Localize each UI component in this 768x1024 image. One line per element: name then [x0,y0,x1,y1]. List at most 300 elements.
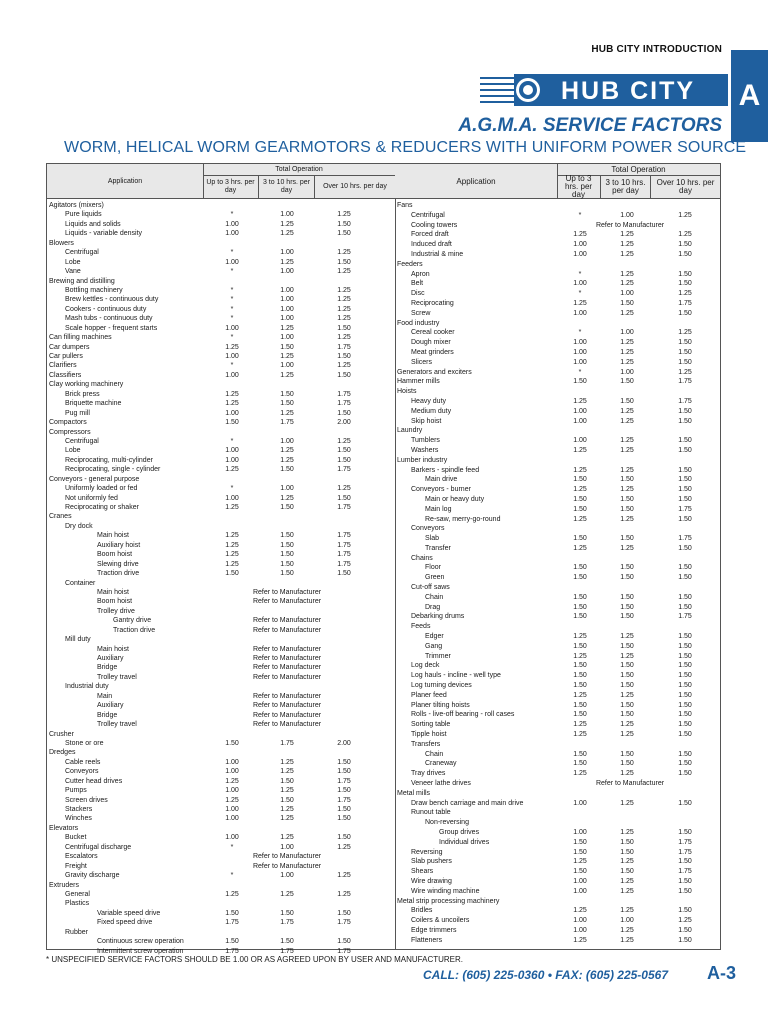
factor-value: 1.00 [225,230,239,238]
factor-value: 1.25 [620,309,634,317]
table-row [47,654,395,663]
application-label: Dry dock [65,522,93,530]
factor-value: 1.00 [280,362,294,370]
factor-value: * [230,315,234,323]
table-row [47,380,395,389]
table-row [395,397,720,407]
factor-value: 1.50 [678,339,692,347]
factor-value: 1.75 [337,400,351,408]
factor-value: 1.50 [678,515,692,523]
factor-value: 1.00 [620,290,634,298]
application-label: Mill duty [65,636,91,644]
factor-value: 1.25 [620,858,634,866]
footnote: * UNSPECIFIED SERVICE FACTORS SHOULD BE 1.00 OR AS AGREED UPON BY USER AND MANUFACTURER. [46,955,463,964]
factor-value: 1.25 [337,268,351,276]
table-row [395,524,720,534]
col-up-to-3-header: Up to 3 hrs. per day [203,175,259,198]
col-over-10-header: Over 10 hrs. per day [323,182,387,190]
factor-value: 1.25 [280,834,294,842]
table-row [47,352,395,361]
application-label: Draw bench carriage and main drive [411,799,524,807]
factor-value: 1.75 [678,838,692,846]
factor-value: 1.50 [620,868,634,876]
application-label: Group drives [439,829,480,836]
application-label: Belt [411,280,424,288]
left-table [47,164,396,955]
factor-value: 1.50 [678,642,692,650]
factor-value: 1.50 [678,348,692,356]
table-row [47,682,395,691]
application-label: Escalators [65,853,98,861]
factor-value: 1.00 [573,407,587,415]
factor-value: 1.00 [280,211,294,219]
table-row [47,465,395,474]
factor-value: 1.00 [225,758,239,766]
factor-value: 1.50 [678,309,692,317]
application-label: Boom hoist [97,551,133,559]
factor-value: 1.50 [620,711,634,719]
factor-value: 1.25 [280,494,294,502]
factor-value: 1.00 [573,339,587,347]
factor-value: 1.25 [620,250,634,258]
table-row [47,550,395,559]
application-label: Coilers & uncoilers [411,917,470,925]
factor-value: 1.50 [225,419,239,427]
application-label: Traction drive [97,570,140,578]
application-label: Car pullers [49,353,83,360]
table-row [47,588,395,597]
factor-value: 1.50 [678,799,692,807]
factor-value: 1.50 [620,838,634,846]
table-row [395,485,720,495]
application-label: Gantry drive [113,617,152,625]
total-operation-header: Total Operation [203,164,395,176]
application-label: Transfers [411,740,441,748]
application-label: Debarking drums [411,613,465,621]
factor-value: 1.50 [280,343,294,351]
application-label: Lobe [65,447,81,455]
factor-value: 1.50 [280,570,294,578]
factor-value: 1.50 [678,858,692,866]
factor-value: 1.50 [337,758,351,766]
application-label: Bridge [97,711,118,719]
application-label: Cereal cooker [411,329,455,337]
application-label: Compressors [49,428,91,436]
factor-value: 1.50 [678,407,692,415]
table-row [47,428,395,437]
page-title: A.G.M.A. SERVICE FACTORS [458,115,722,136]
factor-value: 1.50 [573,711,587,719]
section-tab: A [731,50,768,142]
factor-value: 1.00 [280,296,294,304]
application-label: Trolley drive [97,607,135,615]
table-row [395,730,720,740]
factor-value: 1.75 [280,919,294,927]
application-label: Screw [411,309,431,317]
factor-value: 1.25 [620,348,634,356]
factor-value: * [230,843,234,851]
application-label: Main hoist [97,532,129,540]
application-label: Apron [411,270,430,278]
factor-value: 1.25 [573,486,587,494]
table-row [395,426,720,436]
factor-value: 1.50 [573,505,587,513]
application-label: Slicers [411,358,433,366]
factor-value: 1.00 [573,309,587,317]
table-row [395,240,720,250]
factor-value: 1.00 [225,768,239,776]
table-row [395,603,720,613]
factor-value: * [230,268,234,276]
factor-value: 2.00 [337,419,351,427]
factor-value: 1.25 [573,231,587,239]
application-label: Reciprocating, single - cylinder [65,466,161,474]
table-row [47,843,395,852]
factor-value: 1.25 [337,315,351,323]
table-row [395,387,720,397]
table-row [395,583,720,593]
application-label: Feeds [411,623,431,631]
table-row [47,692,395,701]
factor-value: 1.25 [337,872,351,880]
application-label: Veneer lathe drives [411,780,471,788]
factor-value: 1.50 [678,495,692,503]
table-row [47,824,395,833]
factor-value: 1.25 [225,560,239,568]
factor-value: 1.50 [678,750,692,758]
factor-value: 1.50 [678,574,692,582]
factor-value: 1.25 [620,544,634,552]
table-row [47,720,395,729]
factor-value: 1.50 [620,672,634,680]
refer-to-manufacturer: Refer to Manufacturer [252,588,322,596]
application-label: Blowers [49,239,74,247]
page-subtitle: WORM, HELICAL WORM GEARMOTORS & REDUCERS WITH UNIFORM POWER SOURCE [64,139,747,156]
application-label: Drag [425,603,441,611]
table-row [395,456,720,466]
application-label: Cranes [49,513,72,521]
factor-value: 1.75 [678,378,692,386]
application-label: Uniformly loaded or fed [65,485,138,493]
factor-value: 1.50 [678,701,692,709]
factor-value: * [230,485,234,493]
table-row [47,305,395,314]
factor-value: 1.25 [620,926,634,934]
factor-value: * [578,270,582,278]
factor-value: 1.00 [225,324,239,332]
factor-value: 1.50 [620,505,634,513]
table-row [395,906,720,916]
factor-value: 1.25 [678,211,692,219]
factor-value: 1.50 [678,358,692,366]
factor-value: 1.50 [678,672,692,680]
factor-value: 1.00 [225,787,239,795]
application-label: Log turning devices [411,682,472,690]
table-row [395,309,720,319]
factor-value: 1.25 [573,731,587,739]
application-label: Classifiers [49,371,82,379]
factor-value: 1.50 [573,642,587,650]
application-label: Laundry [397,427,423,435]
application-label: Non-reversing [425,819,469,827]
application-label: Centrifugal discharge [65,843,132,851]
factor-value: 1.25 [573,515,587,523]
factor-value: 1.50 [678,437,692,445]
factor-value: 1.50 [620,848,634,856]
factor-value: 1.00 [280,268,294,276]
table-row [47,295,395,304]
table-row [47,503,395,512]
table-row [395,750,720,760]
application-label: Brewing and distilling [49,277,115,285]
factor-value: 1.50 [280,560,294,568]
table-row [47,871,395,880]
table-row [395,848,720,858]
factor-value: 1.50 [620,476,634,484]
table-row [395,740,720,750]
factor-value: 1.50 [573,868,587,876]
factor-value: 1.50 [573,476,587,484]
table-row [47,437,395,446]
factor-value: 1.50 [678,887,692,895]
application-label: Conveyors - general purpose [49,475,140,483]
svg-text:HUB CITY: HUB CITY [560,77,696,105]
factor-value: 1.50 [678,241,692,249]
factor-value: 1.25 [573,721,587,729]
table-row [47,881,395,890]
factor-value: 1.25 [337,334,351,342]
factor-value: 1.00 [573,887,587,895]
factor-value: 1.50 [337,815,351,823]
application-label: Pug mill [65,409,90,417]
application-label: Trimmer [425,652,451,660]
factor-value: 1.50 [620,682,634,690]
application-header: Application [47,164,204,198]
application-label: Not uniformly fed [65,494,118,502]
factor-value: 1.50 [573,750,587,758]
factor-value: 1.75 [337,541,351,549]
table-row [395,818,720,828]
factor-value: 1.75 [678,868,692,876]
factor-value: 1.25 [337,211,351,219]
factor-value: 1.75 [678,397,692,405]
factor-value: 1.50 [573,848,587,856]
factor-value: 1.00 [225,456,239,464]
page-number: A-3 [706,963,736,983]
factor-value: 1.50 [337,230,351,238]
application-label: Food industry [397,319,440,327]
table-row [395,838,720,848]
refer-to-manufacturer: Refer to Manufacturer [252,721,322,729]
application-label: Planer feed [411,691,447,699]
application-label: Traction drive [113,626,156,634]
application-label: Hammer mills [397,378,440,386]
factor-value: 1.25 [337,485,351,493]
application-label: Generators and exciters [397,368,472,376]
factor-value: 1.25 [620,270,634,278]
table-row [395,377,720,387]
factor-value: 1.00 [573,417,587,425]
factor-value: 1.50 [620,642,634,650]
factor-value: 1.00 [280,485,294,493]
factor-value: 1.50 [678,652,692,660]
left-rows [47,201,395,956]
factor-value: 1.25 [620,446,634,454]
factor-value: * [230,334,234,342]
factor-value: 1.00 [573,437,587,445]
application-label: Chains [411,554,433,562]
application-label: Sorting table [411,721,451,729]
section-label: HUB CITY INTRODUCTION [591,44,722,55]
table-row [47,371,395,380]
application-label: Reciprocating or shaker [65,504,139,511]
factor-value: 1.50 [280,909,294,917]
factor-value: 1.25 [678,231,692,239]
application-label: Reciprocating, multi-cylinder [65,456,153,464]
factor-value: 1.50 [337,371,351,379]
factor-value: * [578,329,582,337]
refer-to-manufacturer: Refer to Manufacturer [252,711,322,719]
table-row [47,805,395,814]
factor-value: 1.50 [678,633,692,641]
factor-value: 1.50 [620,378,634,386]
table-row [47,663,395,672]
right-rows [395,201,720,946]
application-label: Bridge [97,664,118,672]
factor-value: 1.75 [337,466,351,474]
factor-value: 1.25 [280,447,294,455]
application-label: Lumber industry [397,456,448,464]
factor-value: 1.75 [337,504,351,511]
table-row [395,279,720,289]
application-label: Craneway [425,760,457,768]
factor-value: 1.25 [337,296,351,304]
refer-to-manufacturer: Refer to Manufacturer [252,598,322,606]
table-row [395,544,720,554]
application-label: Trolley travel [97,721,137,729]
factor-value: 1.25 [620,633,634,641]
application-label: Main drive [425,476,458,484]
table-row [47,475,395,484]
application-label: Compactors [49,419,87,427]
factor-value: 1.50 [678,593,692,601]
table-row [47,333,395,342]
factor-value: 1.00 [225,447,239,455]
factor-value: 1.25 [225,541,239,549]
application-label: Chain [425,593,444,601]
factor-value: 1.50 [678,770,692,778]
table-row [47,456,395,465]
factor-value: 1.75 [280,419,294,427]
factor-value: 1.75 [337,947,351,955]
table-row [47,758,395,767]
application-label: Fans [397,202,413,209]
refer-to-manufacturer: Refer to Manufacturer [252,626,322,634]
factor-value: 1.50 [678,603,692,611]
table-row [395,407,720,417]
application-label: Intermittent screw operation [97,947,184,955]
application-label: Auxiliary [97,702,124,710]
table-row [395,368,720,378]
table-row [395,270,720,280]
table-row [395,642,720,652]
factor-value: 1.25 [573,299,587,307]
refer-to-manufacturer: Refer to Manufacturer [252,664,322,672]
factor-value: 1.25 [620,486,634,494]
factor-value: 1.50 [573,701,587,709]
table-header [47,164,395,199]
table-row [395,789,720,799]
factor-value: 1.50 [620,760,634,768]
factor-value: 1.50 [678,907,692,915]
table-row [47,711,395,720]
factor-value: 1.00 [573,358,587,366]
table-row [395,289,720,299]
factor-value: 1.00 [280,315,294,323]
table-row [395,466,720,476]
factor-value: 1.50 [337,768,351,776]
factor-value: 1.50 [573,672,587,680]
factor-value: 1.25 [573,936,587,944]
table-row [47,937,395,946]
factor-value: 1.25 [337,249,351,257]
application-label: Brew kettles - continuous duty [65,296,159,304]
factor-value: 1.00 [225,815,239,823]
application-label: Feeders [397,260,423,268]
factor-value: 1.25 [225,796,239,804]
table-row [395,505,720,515]
application-label: Runout table [411,809,451,817]
application-label: Bridles [411,907,433,915]
factor-value: 1.50 [225,739,239,747]
factor-value: 1.50 [573,838,587,846]
table-row [47,277,395,286]
factor-value: 1.00 [280,437,294,445]
table-row [47,730,395,739]
factor-value: 1.25 [280,409,294,417]
factor-value: 1.00 [620,917,634,925]
table-row [47,267,395,276]
table-header [395,164,720,199]
table-row [47,579,395,588]
factor-value: 1.25 [620,731,634,739]
table-row [47,361,395,370]
factor-value: 1.25 [280,787,294,795]
factor-value: 1.25 [620,877,634,885]
factor-value: 1.25 [280,758,294,766]
application-label: Centrifugal [65,249,99,257]
factor-value: 1.25 [620,417,634,425]
application-label: Main or heavy duty [425,495,485,503]
factor-value: 1.00 [573,250,587,258]
factor-value: 1.50 [573,574,587,582]
application-label: Crusher [49,730,74,738]
factor-value: 1.50 [678,691,692,699]
factor-value: 1.25 [620,339,634,347]
application-label: Hoists [397,388,417,396]
table-row [47,324,395,333]
application-label: Briquette machine [65,400,122,408]
table-row [47,777,395,786]
table-row [47,852,395,861]
factor-value: 1.75 [678,613,692,621]
application-label: Auxiliary [97,655,124,662]
factor-value: 1.75 [678,505,692,513]
refer-to-manufacturer: Refer to Manufacturer [252,862,322,870]
refer-to-manufacturer: Refer to Manufacturer [252,702,322,710]
factor-value: 1.75 [337,919,351,927]
factor-value: 1.25 [620,770,634,778]
